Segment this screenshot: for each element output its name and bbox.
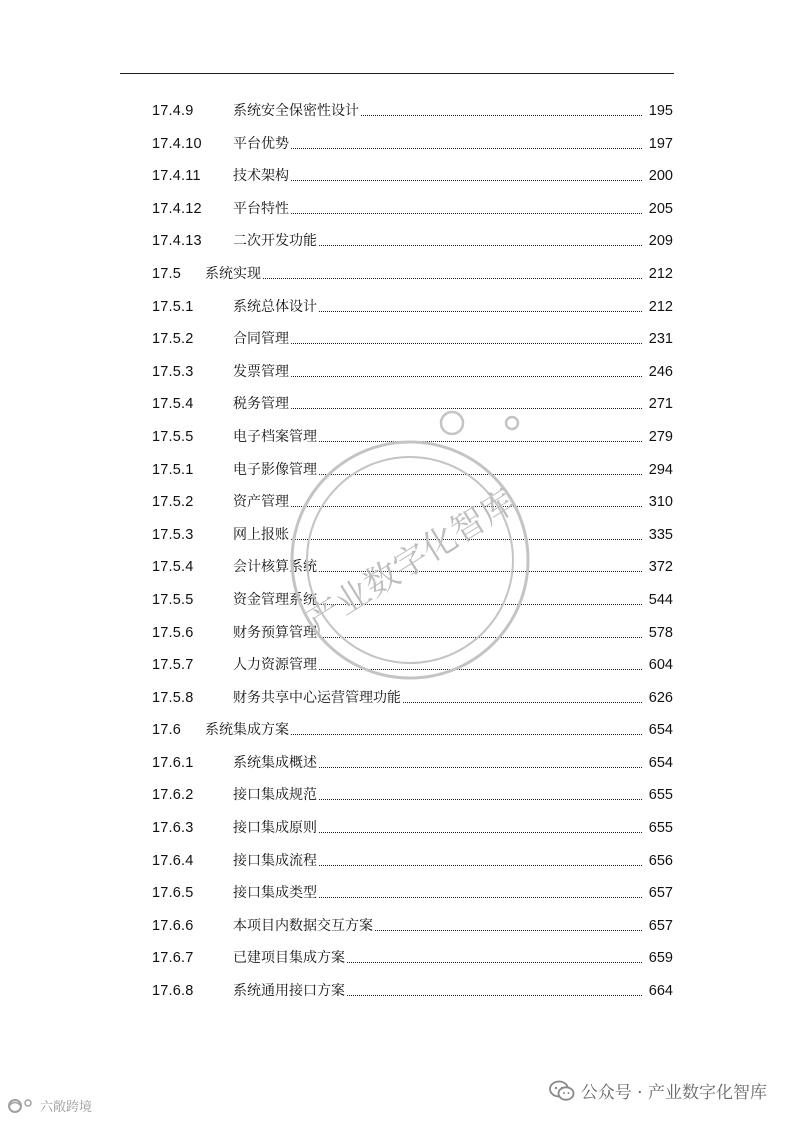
toc-entry-title: 电子影像管理 [233,461,317,478]
toc-entry-number: 17.6 [152,722,182,739]
toc-entry-page-number: 655 [648,820,673,837]
toc-entry-title: 技术架构 [233,168,289,185]
toc-entry-title: 接口集成规范 [233,787,317,804]
toc-entry-title: 系统集成方案 [205,722,289,739]
toc-entry-number: 17.5.5 [152,428,194,445]
toc-entry-leader [319,832,642,833]
toc-entry-leader [319,245,642,246]
toc-entry-title: 接口集成类型 [233,885,317,902]
toc-entry-number: 17.5.6 [152,624,194,641]
toc-entry[interactable] [152,128,673,161]
toc-entry-title: 税务管理 [233,396,289,413]
toc-entry[interactable] [152,975,673,1008]
toc-entry-leader [319,897,642,898]
toc-entry-page-number: 209 [648,233,673,250]
toc-entry[interactable] [152,160,673,193]
toc-entry-number: 17.6.7 [152,950,194,967]
toc-entry-leader [347,995,642,996]
toc-entry-number: 17.5.5 [152,591,194,608]
toc-entry-page-number: 654 [648,722,673,739]
toc-entry[interactable] [152,421,673,454]
toc-entry-number: 17.4.11 [152,168,201,185]
toc-entry-leader [291,213,642,214]
toc-entry-leader [319,799,642,800]
toc-entry[interactable] [152,779,673,812]
toc-entry-leader [375,930,642,931]
toc-entry-title: 平台优势 [233,135,289,152]
toc-entry-title: 财务共享中心运营管理功能 [233,689,401,706]
toc-entry-leader [291,343,642,344]
toc-entry-page-number: 626 [648,689,673,706]
toc-entry[interactable] [152,584,673,617]
toc-entry-number: 17.5 [152,265,182,282]
toc-entry-title: 人力资源管理 [233,657,317,674]
toc-entry[interactable] [152,225,673,258]
toc-entry[interactable] [152,877,673,910]
toc-entry-title: 接口集成流程 [233,852,317,869]
toc-entry[interactable] [152,95,673,128]
toc-entry[interactable] [152,323,673,356]
toc-entry[interactable] [152,845,673,878]
toc-entry-page-number: 657 [648,885,673,902]
toc-entry-title: 系统总体设计 [233,298,317,315]
toc-entry-number: 17.6.8 [152,983,194,1000]
toc-entry[interactable] [152,486,673,519]
toc-entry-leader [319,865,642,866]
toc-entry-number: 17.5.3 [152,363,194,380]
toc-entry-number: 17.5.4 [152,396,194,413]
toc-entry-number: 17.4.10 [152,135,202,152]
toc-entry[interactable] [152,551,673,584]
toc-entry-title: 网上报账 [233,526,289,543]
toc-entry-number: 17.5.2 [152,494,194,511]
toc-entry[interactable] [152,910,673,943]
toc-entry-title: 资产管理 [233,494,289,511]
toc-entry-page-number: 544 [648,591,673,608]
toc-entry-page-number: 212 [648,298,673,315]
toc-entry-number: 17.5.8 [152,689,194,706]
toc-entry-page-number: 195 [648,103,673,119]
toc-entry-leader [291,148,642,149]
toc-entry-page-number: 654 [648,754,673,771]
toc-entry-leader [319,767,642,768]
toc-entry-number: 17.6.2 [152,787,194,804]
toc-entry[interactable] [152,258,673,291]
toc-entry-number: 17.4.13 [152,233,202,250]
toc-entry-number: 17.6.6 [152,917,194,934]
toc-entry-leader [319,311,642,312]
toc-entry-leader [291,539,642,540]
corner-brand [6,1096,92,1115]
toc-entry-number: 17.6.1 [152,754,194,771]
toc-entry[interactable] [152,356,673,389]
footer-brand [549,1078,767,1103]
toc-entry[interactable] [152,454,673,487]
toc-entry-number: 17.5.2 [152,331,194,348]
toc-entry-page-number: 657 [648,917,673,934]
toc-entry-title: 本项目内数据交互方案 [233,917,373,934]
toc-entry-leader [291,376,642,377]
toc-entry-leader [319,669,642,670]
toc-entry-page-number: 372 [648,559,673,576]
toc-entry-page-number: 656 [648,852,673,869]
footer-brand-text: 公众号 · 产业数字化智库 [580,1083,767,1103]
toc-entry-title: 资金管理系统 [233,591,317,608]
toc-entry-title: 会计核算系统 [233,559,317,576]
toc-entry-number: 17.6.3 [152,820,194,837]
toc-entry-leader [347,962,642,963]
toc-entry-title: 系统实现 [205,265,261,282]
toc-entry[interactable] [152,519,673,552]
toc-entry-number: 17.6.5 [152,885,194,902]
toc-entry[interactable] [152,812,673,845]
toc-entry-title: 财务预算管理 [233,624,317,641]
header-rule [120,73,674,74]
toc-entry-leader [291,180,642,181]
wechat-icon [549,1080,575,1102]
toc-entry-leader [291,734,642,735]
toc-entry-number: 17.4.12 [152,200,202,217]
toc-entry-leader [319,637,642,638]
toc-entry-leader [361,115,642,116]
toc-entry-number: 17.4.9 [152,103,194,119]
toc-entry-page-number: 659 [648,950,673,967]
toc-entry-page-number: 212 [648,265,673,282]
toc-entry-leader [319,474,642,475]
toc-entry-page-number: 664 [648,983,673,1000]
toc-entry[interactable] [152,617,673,650]
toc-entry-page-number: 604 [648,657,673,674]
toc-entry[interactable] [152,388,673,421]
toc-entry-leader [319,441,642,442]
toc-entry-page-number: 655 [648,787,673,804]
toc-entry[interactable] [152,747,673,780]
toc-entry-title: 已建项目集成方案 [233,950,345,967]
toc-entry-page-number: 205 [648,200,673,217]
toc-entry-title: 电子档案管理 [233,428,317,445]
toc-entry-page-number: 335 [648,526,673,543]
toc-entry-title: 接口集成原则 [233,820,317,837]
toc-entry-title: 平台特性 [233,200,289,217]
toc-entry-number: 17.5.3 [152,526,194,543]
toc-entry[interactable] [152,942,673,975]
toc-entry-title: 系统安全保密性设计 [233,103,359,119]
toc-entry-title: 发票管理 [233,363,289,380]
brand-logo-icon [6,1097,36,1115]
toc-entry-page-number: 279 [648,428,673,445]
toc-entry-leader [319,571,642,572]
toc-entry[interactable] [152,649,673,682]
toc-entry-number: 17.5.1 [152,461,194,478]
toc-entry-title: 系统通用接口方案 [233,983,345,1000]
toc-entry-leader [291,408,642,409]
toc-entry-page-number: 197 [648,135,673,152]
toc-entry-page-number: 231 [648,331,673,348]
toc-entry-page-number: 310 [648,494,673,511]
toc-entry-number: 17.5.1 [152,298,194,315]
toc-entry-number: 17.5.7 [152,657,194,674]
toc-entry-page-number: 271 [648,396,673,413]
toc-entry-number: 17.5.4 [152,559,194,576]
toc-entry-leader [291,506,642,507]
toc-entry-number: 17.6.4 [152,852,194,869]
toc-entry[interactable] [152,291,673,324]
toc-entry-page-number: 246 [648,363,673,380]
toc-entry[interactable] [152,714,673,747]
toc-entry-page-number: 578 [648,624,673,641]
toc-entry-page-number: 294 [648,461,673,478]
table-of-contents [152,95,673,1008]
toc-entry-leader [319,604,642,605]
toc-entry[interactable] [152,193,673,226]
toc-entry[interactable] [152,682,673,715]
toc-entry-title: 二次开发功能 [233,233,317,250]
toc-entry-leader [403,702,642,703]
toc-entry-leader [263,278,642,279]
toc-entry-title: 系统集成概述 [233,754,317,771]
watermark-text: 产业数字化智库 [299,481,523,642]
toc-entry-page-number: 200 [648,168,673,185]
corner-brand-text: 六敞跨境 [40,1100,93,1115]
toc-entry-title: 合同管理 [233,331,289,348]
